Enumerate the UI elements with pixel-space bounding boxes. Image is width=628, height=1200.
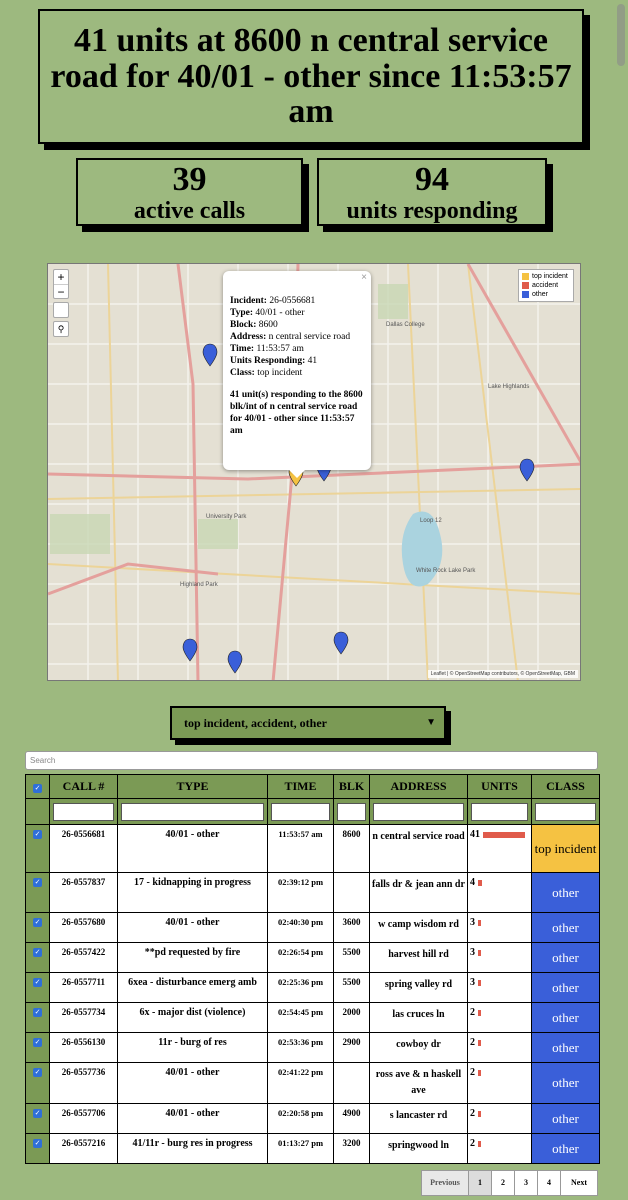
- table-row[interactable]: [26, 1033, 600, 1063]
- units-bar: [478, 1070, 481, 1076]
- cell-address: spring valley rd: [370, 973, 468, 1003]
- cell-call: 26-0557422: [50, 943, 118, 973]
- legend-item-accident: [522, 281, 570, 290]
- units-bar: [478, 1111, 481, 1117]
- active-calls-card: [76, 158, 303, 226]
- fullscreen-button[interactable]: [53, 302, 69, 318]
- cell-blk: 2000: [334, 1003, 370, 1033]
- units-bar: [478, 1141, 481, 1147]
- column-header-time[interactable]: TIME: [268, 775, 334, 799]
- popup-tip: [289, 470, 305, 478]
- incident-popup: [223, 271, 371, 470]
- cell-call: 26-0557706: [50, 1104, 118, 1134]
- legend-swatch: [522, 282, 529, 289]
- row-checkbox[interactable]: [26, 1134, 50, 1164]
- cell-units: [468, 1104, 532, 1134]
- cell-units: [468, 973, 532, 1003]
- search-input[interactable]: Search: [25, 751, 598, 770]
- active-calls-count: 39: [172, 161, 207, 198]
- row-checkbox[interactable]: [26, 1033, 50, 1063]
- cell-units: [468, 913, 532, 943]
- cell-call: 26-0557216: [50, 1134, 118, 1164]
- cell-class: other: [532, 1104, 600, 1134]
- cell-units: [468, 1033, 532, 1063]
- popup-address: Address: n central service road: [230, 332, 351, 342]
- checkbox-icon: ✓: [34, 878, 41, 886]
- units-bar: [483, 832, 525, 838]
- cell-type: 17 - kidnapping in progress: [118, 873, 268, 913]
- column-header-address[interactable]: ADDRESS: [370, 775, 468, 799]
- legend-item-other: [522, 290, 570, 299]
- headline-banner: [38, 9, 584, 144]
- filter-cell-spacer: [26, 799, 50, 825]
- cell-address: harvest hill rd: [370, 943, 468, 973]
- map-zoom-control: [53, 269, 69, 299]
- legend-item-top-incident: [522, 272, 570, 281]
- cell-blk: 3200: [334, 1134, 370, 1164]
- cell-type: 40/01 - other: [118, 825, 268, 873]
- cell-blk: 5500: [334, 973, 370, 1003]
- cell-time: 11:53:57 am: [268, 825, 334, 873]
- popup-type: Type: 40/01 - other: [230, 308, 305, 318]
- cell-class: other: [532, 1033, 600, 1063]
- filter-cell: [334, 799, 370, 825]
- window-scrollbar[interactable]: [617, 4, 625, 66]
- cell-class: other: [532, 1003, 600, 1033]
- legend-swatch: [522, 291, 529, 298]
- filter-cell: [468, 799, 532, 825]
- cell-address: cowboy dr: [370, 1033, 468, 1063]
- incident-map[interactable]: [47, 263, 581, 681]
- previous-page-button[interactable]: Previous: [421, 1170, 469, 1196]
- cell-type: 6x - major dist (violence): [118, 1003, 268, 1033]
- cell-blk: 3600: [334, 913, 370, 943]
- cell-time: 02:41:22 pm: [268, 1063, 334, 1104]
- table-row[interactable]: [26, 913, 600, 943]
- units-count: 2: [470, 1037, 475, 1048]
- cell-units: [468, 1003, 532, 1033]
- cell-class: other: [532, 873, 600, 913]
- cell-type: 6xea - disturbance emerg amb: [118, 973, 268, 1003]
- units-count: 41: [470, 829, 480, 840]
- page-button-1[interactable]: 1: [468, 1170, 492, 1196]
- units-count: 2: [470, 1067, 475, 1078]
- column-filter-input[interactable]: [373, 803, 464, 821]
- map-place-label: Lake Highlands: [488, 384, 530, 390]
- units-count: 3: [470, 917, 475, 928]
- checkbox-icon: ✓: [34, 830, 41, 838]
- units-count: 2: [470, 1108, 475, 1119]
- legend-label: top incident: [532, 273, 568, 280]
- cell-class: other: [532, 943, 600, 973]
- units-responding-label: units responding: [346, 198, 518, 224]
- next-page-button[interactable]: Next: [560, 1170, 598, 1196]
- cell-units: [468, 1063, 532, 1104]
- cell-type: 11r - burg of res: [118, 1033, 268, 1063]
- class-filter-value: top incident, accident, other: [184, 716, 327, 730]
- row-checkbox[interactable]: [26, 1063, 50, 1104]
- row-checkbox[interactable]: [26, 1003, 50, 1033]
- table-row[interactable]: [26, 1134, 600, 1164]
- zoom-out-button[interactable]: −: [54, 284, 68, 298]
- filter-cell: [532, 799, 600, 825]
- column-filter-input[interactable]: [337, 803, 366, 821]
- map-place-label: Highland Park: [180, 582, 218, 588]
- table-header-row: [26, 775, 600, 799]
- legend-label: accident: [532, 282, 559, 289]
- units-bar: [478, 880, 482, 886]
- units-count: 4: [470, 877, 475, 888]
- cell-address: falls dr & jean ann dr: [370, 873, 468, 913]
- legend-label: other: [532, 291, 548, 298]
- column-header-type[interactable]: TYPE: [118, 775, 268, 799]
- cell-class: other: [532, 1063, 600, 1104]
- table-row[interactable]: [26, 943, 600, 973]
- units-bar: [478, 1040, 481, 1046]
- row-checkbox[interactable]: [26, 1104, 50, 1134]
- column-filter-row: [26, 799, 600, 825]
- row-checkbox[interactable]: [26, 825, 50, 873]
- cell-address: las cruces ln: [370, 1003, 468, 1033]
- row-checkbox[interactable]: [26, 913, 50, 943]
- units-bar: [478, 980, 481, 986]
- units-bar: [478, 1010, 481, 1016]
- checkbox-icon: ✓: [34, 1008, 41, 1016]
- filter-cell: [268, 799, 334, 825]
- cell-time: 02:25:36 pm: [268, 973, 334, 1003]
- checkbox-icon: ✓: [34, 918, 41, 926]
- map-legend: [518, 269, 574, 302]
- cell-units: [468, 1134, 532, 1164]
- cell-blk: 5500: [334, 943, 370, 973]
- cell-time: 02:54:45 pm: [268, 1003, 334, 1033]
- legend-swatch: [522, 273, 529, 280]
- cell-address: ross ave & n haskell ave: [370, 1063, 468, 1104]
- cell-type: **pd requested by fire: [118, 943, 268, 973]
- calls-table: [25, 774, 600, 1164]
- cell-call: 26-0557734: [50, 1003, 118, 1033]
- table-row[interactable]: [26, 873, 600, 913]
- class-filter-select[interactable]: [170, 706, 446, 740]
- cell-call: 26-0556130: [50, 1033, 118, 1063]
- filter-cell: [50, 799, 118, 825]
- cell-time: 02:39:12 pm: [268, 873, 334, 913]
- column-filter-input[interactable]: [471, 803, 528, 821]
- search-icon: ⚲: [57, 324, 65, 334]
- popup-incident: Incident: 26-0556681: [230, 296, 316, 306]
- map-place-label: Dallas College: [386, 322, 425, 328]
- units-bar: [478, 950, 481, 956]
- page-button-4[interactable]: 4: [537, 1170, 561, 1196]
- units-responding-count: 94: [415, 161, 449, 198]
- popup-class: Class: top incident: [230, 368, 303, 378]
- units-responding-card: [317, 158, 547, 226]
- column-filter-input[interactable]: [121, 803, 264, 821]
- cell-units: [468, 825, 532, 873]
- table-row[interactable]: [26, 1063, 600, 1104]
- headline-text: 41 units at 8600 n central service road for 40/01 - other since 11:53:57 am: [50, 22, 572, 131]
- popup-close-icon[interactable]: ×: [361, 272, 367, 283]
- table-row[interactable]: [26, 1104, 600, 1134]
- cell-blk: [334, 1063, 370, 1104]
- cell-call: 26-0557680: [50, 913, 118, 943]
- units-count: 2: [470, 1007, 475, 1018]
- cell-blk: 2900: [334, 1033, 370, 1063]
- popup-time: Time: 11:53:57 am: [230, 344, 304, 354]
- filter-cell: [118, 799, 268, 825]
- cell-address: s lancaster rd: [370, 1104, 468, 1134]
- map-attribution: Leaflet | © OpenStreetMap contributors, © OpenStreetMap, GBM: [428, 670, 578, 678]
- units-count: 3: [470, 977, 475, 988]
- page-button-2[interactable]: 2: [491, 1170, 515, 1196]
- cell-type: 40/01 - other: [118, 1063, 268, 1104]
- cell-call: 26-0556681: [50, 825, 118, 873]
- filter-cell: [370, 799, 468, 825]
- table-row[interactable]: [26, 825, 600, 873]
- row-checkbox[interactable]: [26, 943, 50, 973]
- column-header-call[interactable]: CALL #: [50, 775, 118, 799]
- checkbox-icon: ✓: [34, 1068, 41, 1076]
- cell-class: other: [532, 1134, 600, 1164]
- select-all-checkbox[interactable]: ✓: [26, 775, 50, 799]
- pagination: [422, 1170, 598, 1196]
- units-count: 2: [470, 1138, 475, 1149]
- table-row[interactable]: [26, 1003, 600, 1033]
- checkbox-icon: ✓: [34, 1139, 41, 1147]
- cell-call: 26-0557736: [50, 1063, 118, 1104]
- column-filter-input[interactable]: [271, 803, 330, 821]
- table-row[interactable]: [26, 973, 600, 1003]
- units-bar: [478, 920, 481, 926]
- popup-message: 41 unit(s) responding to the 8600 blk/int of n central service road for 40/01 - other since 11:53:57 am: [230, 390, 363, 436]
- active-calls-label: active calls: [133, 198, 246, 224]
- cell-call: 26-0557837: [50, 873, 118, 913]
- cell-class: other: [532, 973, 600, 1003]
- map-place-label: White Rock Lake Park: [416, 568, 476, 574]
- cell-time: 02:26:54 pm: [268, 943, 334, 973]
- column-filter-input[interactable]: [535, 803, 596, 821]
- column-filter-input[interactable]: [53, 803, 114, 821]
- row-checkbox[interactable]: [26, 973, 50, 1003]
- chevron-down-icon: ▼: [426, 717, 436, 728]
- cell-type: 41/11r - burg res in progress: [118, 1134, 268, 1164]
- map-place-label: University Park: [206, 514, 247, 520]
- page-button-3[interactable]: 3: [514, 1170, 538, 1196]
- cell-call: 26-0557711: [50, 973, 118, 1003]
- cell-units: [468, 873, 532, 913]
- popup-units: Units Responding: 41: [230, 356, 318, 366]
- map-place-label: Loop 12: [420, 518, 442, 524]
- cell-address: n central service road: [370, 825, 468, 873]
- map-search-button[interactable]: [53, 321, 69, 337]
- units-count: 3: [470, 947, 475, 958]
- cell-type: 40/01 - other: [118, 913, 268, 943]
- cell-blk: 4900: [334, 1104, 370, 1134]
- checkbox-icon: ✓: [34, 948, 41, 956]
- cell-address: springwood ln: [370, 1134, 468, 1164]
- cell-blk: 8600: [334, 825, 370, 873]
- cell-time: 01:13:27 pm: [268, 1134, 334, 1164]
- cell-time: 02:40:30 pm: [268, 913, 334, 943]
- column-header-units[interactable]: UNITS: [468, 775, 532, 799]
- checkbox-icon: ✓: [34, 1109, 41, 1117]
- column-header-blk[interactable]: BLK: [334, 775, 370, 799]
- zoom-in-button[interactable]: +: [57, 270, 65, 284]
- cell-units: [468, 943, 532, 973]
- row-checkbox[interactable]: [26, 873, 50, 913]
- checkbox-icon: ✓: [34, 1038, 41, 1046]
- popup-block: Block: 8600: [230, 320, 278, 330]
- cell-time: 02:20:58 pm: [268, 1104, 334, 1134]
- cell-time: 02:53:36 pm: [268, 1033, 334, 1063]
- checkbox-icon: ✓: [34, 978, 41, 986]
- cell-class: top incident: [532, 825, 600, 873]
- cell-type: 40/01 - other: [118, 1104, 268, 1134]
- cell-address: w camp wisdom rd: [370, 913, 468, 943]
- column-header-class[interactable]: CLASS: [532, 775, 600, 799]
- cell-class: other: [532, 913, 600, 943]
- cell-blk: [334, 873, 370, 913]
